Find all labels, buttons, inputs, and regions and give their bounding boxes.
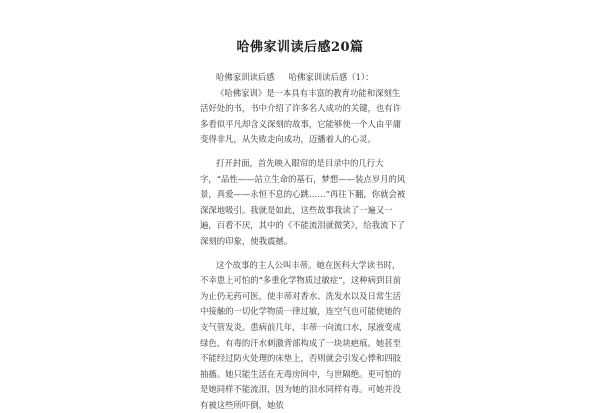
paragraph-3: 这个故事的主人公叫丰蒂。她在医科大学读书时，不幸患上可怕的“多重化学物质过敏症”，这种病到目前为止仍无药可医，使丰蒂对香水、洗发水以及日常生活中接触的一切化学物质一律过敏，连空气也可能使她的支气管发炎。患病前几年，丰蒂一向流口水，尿液变成绿色，有毒的汗水刺激背部构成了一块块疤痕。她甚至不能经过防火处理的床垫上，否则就会引发心悸和四肢抽搐。她只能生活在无毒房间中，与世隔绝。更可怕的是她同样不能流泪，因为她的泪水同样有毒。可她并没有被这些所吓倒，她依	[200, 259, 402, 410]
paragraph-2: 打开封面，首先映入眼帘的是目录中的几行大字，“品性——站立生命的基石，梦想——装点岁月的风景，真爱——永恒不息的心跳……”再往下翻，你就会被深深地吸引。我就是如此，这些故事我读了一遍又一遍，百看不厌，其中的《不能流泪就微笑》，给我流下了深刻的印象，使我震撼。	[200, 157, 406, 246]
section-heading	[200, 70, 408, 86]
paragraph-1: 《哈佛家训》是一本具有丰富的教育功能和深刻生活好处的书，书中介绍了许多名人成功的关键，也有许多看似平凡却含义深刻的故事，它能够使一个人由平庸变得非凡，从失败走向成功，迈播着人的心灵。	[200, 87, 401, 145]
document-body	[200, 70, 408, 413]
document-title: 哈佛家训读后感20篇	[236, 40, 364, 55]
heading-right: 哈佛家训读后感（1）：	[288, 72, 374, 82]
heading-left: 哈佛家训读后感	[216, 72, 275, 82]
